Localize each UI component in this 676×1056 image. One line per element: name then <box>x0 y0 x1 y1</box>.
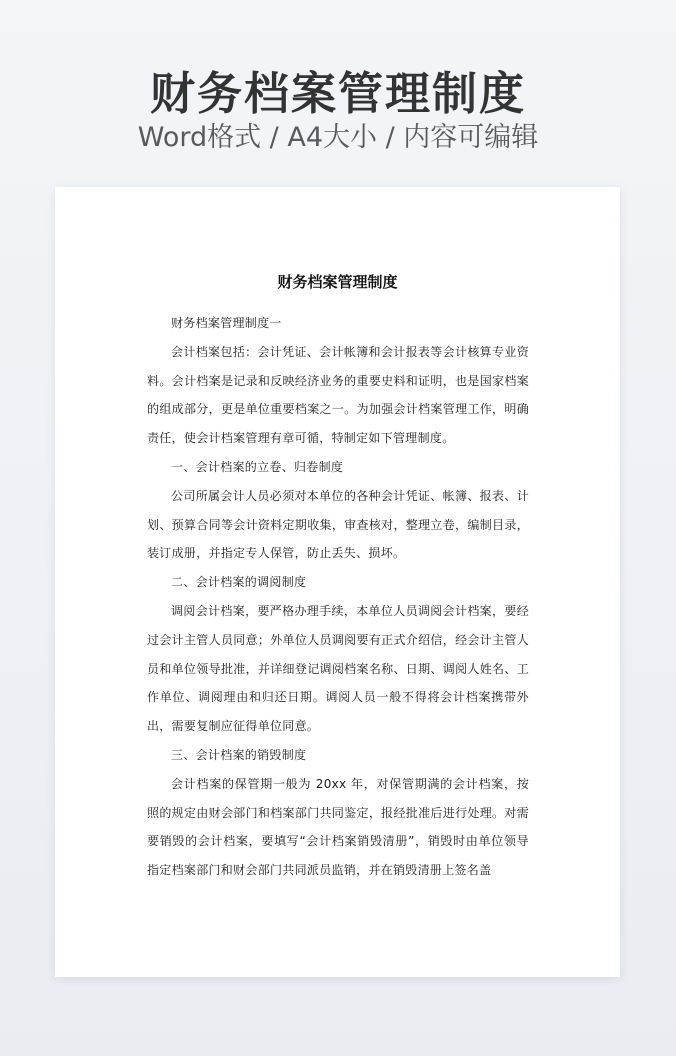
banner-title: 财务档案管理制度 <box>149 67 526 120</box>
paragraph-destruction: 会计档案的保管期一般为 20xx 年，对保管期满的会计档案，按照的规定由财会部门和档案部门共同鉴定，报经批准后进行处理。对需要销毁的会计档案，要填写“会计档案销毁清册”，销毁时由单位领导指定档案部门和财会部门共同派员监销，并在销毁清册上签名盖 <box>147 776 529 878</box>
banner-subtitle: Word格式 / A4大小 / 内容可编辑 <box>137 122 539 153</box>
header-banner <box>0 0 676 186</box>
paragraph-heading-1: 财务档案管理制度一 <box>171 316 282 330</box>
section-heading-access: 二、会计档案的调阅制度 <box>171 575 307 590</box>
document-page <box>55 187 620 977</box>
paragraph-filing: 公司所属会计人员必须对本单位的各种会计凭证、帐簿、报表、计划、预算合同等会计资料定期收集，审查核对，整理立卷，编制目录，装订成册，并指定专人保管，防止丢失、损坏。 <box>147 488 529 561</box>
paragraph-access: 调阅会计档案，要严格办理手续，本单位人员调阅会计档案，要经过会计主管人员同意；外单位人员调阅要有正式介绍信，经会计主管人员和单位领导批准，并详细登记调阅档案名称、日期、调阅人姓名、工作单位、调阅理由和归还日期。调阅人员一般不得将会计档案携带外出，需要复制应征得单位同意。 <box>147 603 529 734</box>
document-title: 财务档案管理制度 <box>277 273 398 291</box>
section-heading-filing: 一、会计档案的立卷、归卷制度 <box>171 459 344 474</box>
section-heading-destruction: 三、会计档案的销毁制度 <box>171 747 307 762</box>
paragraph-intro: 会计档案包括：会计凭证、会计帐簿和会计报表等会计核算专业资料。会计档案是记录和反映经济业务的重要史料和证明，也是国家档案的组成部分，更是单位重要档案之一。为加强会计档案管理工作，明确责任，使会计档案管理有章可循，特制定如下管理制度。 <box>147 344 529 446</box>
document-body <box>147 309 529 885</box>
